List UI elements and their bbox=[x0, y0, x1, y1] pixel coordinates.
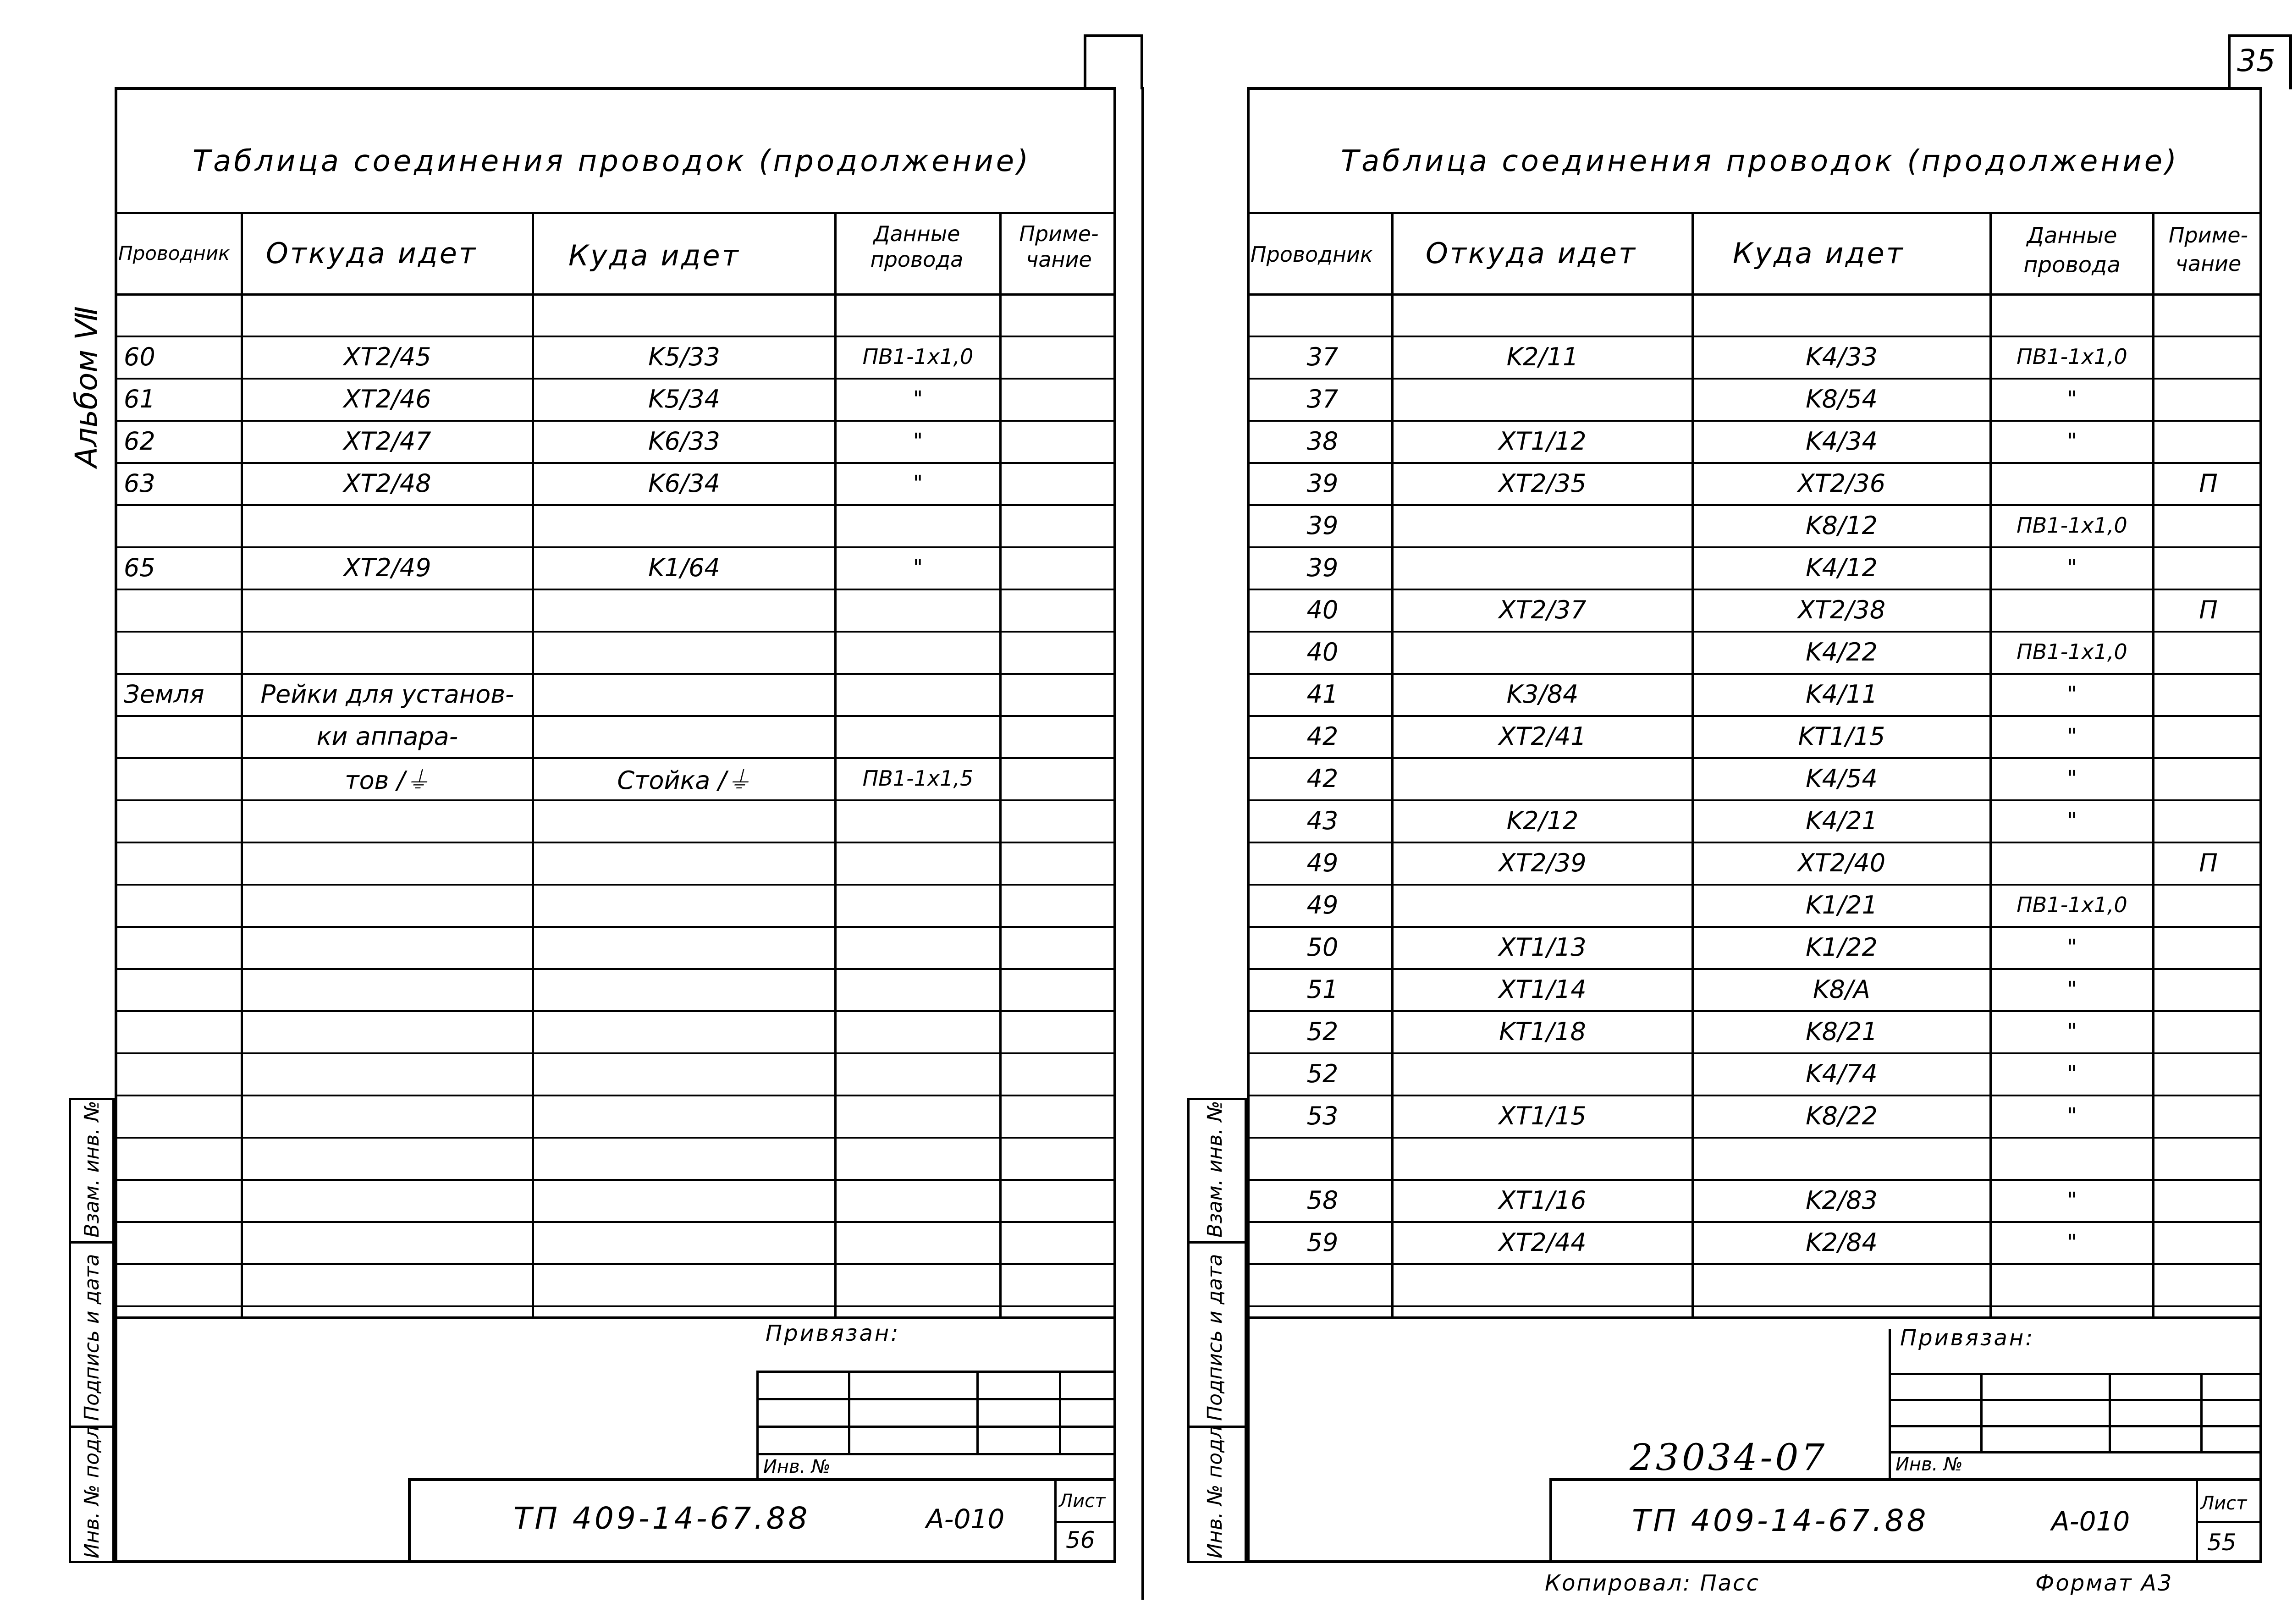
left-stamp-inv: Инв. № bbox=[763, 1456, 831, 1477]
cell-from: XT1/14 bbox=[1499, 974, 1587, 1004]
left-album-code: А-010 bbox=[926, 1503, 1005, 1535]
cell-n bbox=[124, 715, 238, 757]
table-row bbox=[115, 1095, 1116, 1137]
table-row bbox=[1247, 546, 2262, 589]
table-row bbox=[1247, 673, 2262, 715]
right-rows bbox=[1247, 293, 2262, 1316]
cell-n: 52 bbox=[1306, 1059, 1339, 1088]
table-row bbox=[1247, 293, 2262, 336]
table-row bbox=[1247, 1263, 2262, 1305]
cell-note bbox=[1004, 504, 1114, 546]
cell-from: XT2/46 bbox=[343, 384, 431, 413]
cell-note bbox=[1004, 378, 1114, 420]
table-row bbox=[1247, 715, 2262, 757]
cell-n: Земля bbox=[124, 679, 204, 709]
cell-n bbox=[1256, 1137, 1389, 1179]
cell-to: K4/12 bbox=[1806, 553, 1878, 582]
cell-to bbox=[536, 673, 832, 715]
left-side-stamp bbox=[69, 1098, 115, 1563]
cell-to: K4/34 bbox=[1806, 426, 1878, 456]
cell-note bbox=[2157, 1137, 2260, 1179]
left-header-wire-data: Данные провода bbox=[870, 221, 964, 272]
cell-note bbox=[2157, 420, 2260, 462]
cell-from bbox=[245, 589, 529, 631]
cell-from bbox=[245, 631, 529, 673]
cell-data: " bbox=[2067, 935, 2077, 959]
right-side-replace-inv: Взам. инв. № bbox=[1203, 1101, 1227, 1238]
right-side-stamp bbox=[1187, 1098, 1247, 1563]
right-sheet-number: 55 bbox=[2207, 1529, 2237, 1556]
cell-from: ки аппара- bbox=[316, 721, 458, 751]
table-row bbox=[1247, 884, 2262, 926]
cell-from bbox=[245, 293, 529, 336]
right-stamp-inv: Инв. № bbox=[1895, 1454, 1963, 1475]
cell-n: 38 bbox=[1306, 426, 1339, 456]
cell-data: " bbox=[2067, 1019, 2077, 1044]
cell-n: 40 bbox=[1306, 637, 1339, 666]
table-row bbox=[115, 1052, 1116, 1095]
cell-n: 59 bbox=[1306, 1228, 1339, 1257]
table-row bbox=[115, 462, 1116, 504]
cell-to: K5/34 bbox=[648, 384, 720, 413]
cell-data bbox=[839, 504, 997, 546]
cell-to: K4/33 bbox=[1806, 342, 1878, 371]
cell-from: XT1/13 bbox=[1499, 932, 1587, 962]
cell-note bbox=[1004, 589, 1114, 631]
cell-data: " bbox=[2067, 977, 2077, 1002]
cell-note bbox=[2157, 968, 2260, 1010]
cell-to: K6/34 bbox=[648, 468, 720, 498]
cell-data: " bbox=[913, 429, 923, 453]
cell-data: " bbox=[2067, 682, 2077, 706]
right-page-number: 35 bbox=[2237, 43, 2275, 78]
cell-n: 49 bbox=[1306, 890, 1339, 919]
left-title: Таблица соединения проводок (продолжение) bbox=[193, 144, 1031, 178]
cell-from: KT1/18 bbox=[1499, 1017, 1586, 1046]
cell-from: XT2/47 bbox=[343, 426, 431, 456]
cell-note bbox=[2157, 1052, 2260, 1095]
right-footer-copied: Копировал: Пасс bbox=[1545, 1570, 1760, 1596]
cell-note bbox=[2157, 926, 2260, 968]
cell-data: ПВ1-1x1,0 bbox=[2017, 639, 2127, 664]
right-header-conductor: Проводник bbox=[1251, 242, 1373, 267]
cell-n bbox=[124, 631, 238, 673]
cell-from: K2/11 bbox=[1506, 342, 1579, 371]
cell-to: K6/33 bbox=[648, 426, 720, 456]
cell-note bbox=[2157, 884, 2260, 926]
table-row bbox=[1247, 589, 2262, 631]
cell-note bbox=[1004, 757, 1114, 799]
cell-note bbox=[2157, 799, 2260, 842]
cell-from: K3/84 bbox=[1506, 679, 1579, 709]
cell-from bbox=[1396, 378, 1689, 420]
cell-from: тов /⏚ bbox=[345, 765, 430, 795]
cell-n: 42 bbox=[1306, 721, 1339, 751]
cell-to bbox=[536, 715, 832, 757]
table-row bbox=[1247, 926, 2262, 968]
cell-note bbox=[1004, 462, 1114, 504]
cell-note bbox=[2157, 715, 2260, 757]
cell-n: 37 bbox=[1306, 342, 1339, 371]
cell-from: XT2/49 bbox=[343, 553, 431, 582]
cell-n: 42 bbox=[1306, 764, 1339, 793]
cell-data: " bbox=[2067, 555, 2077, 580]
cell-n: 37 bbox=[1306, 384, 1339, 413]
cell-data: " bbox=[2067, 808, 2077, 833]
cell-to: K8/22 bbox=[1806, 1101, 1878, 1130]
left-sheet-number: 56 bbox=[1066, 1527, 1095, 1553]
table-row bbox=[1247, 631, 2262, 673]
left-side-replace-inv: Взам. инв. № bbox=[80, 1101, 104, 1238]
cell-from: XT2/45 bbox=[343, 342, 431, 371]
cell-data bbox=[839, 631, 997, 673]
right-side-signature: Подпись и дата bbox=[1203, 1254, 1227, 1421]
cell-n: 63 bbox=[124, 468, 155, 498]
cell-data: " bbox=[2067, 1188, 2077, 1212]
cell-to: XT2/38 bbox=[1797, 595, 1886, 624]
left-header-conductor: Проводник bbox=[118, 242, 230, 264]
cell-n: 52 bbox=[1306, 1017, 1339, 1046]
cell-to: KT1/15 bbox=[1798, 721, 1885, 751]
table-row bbox=[115, 884, 1116, 926]
cell-n: 58 bbox=[1306, 1185, 1339, 1215]
cell-data: " bbox=[2067, 1061, 2077, 1086]
cell-from bbox=[1396, 504, 1689, 546]
right-table bbox=[1247, 212, 2262, 1316]
table-row bbox=[115, 1010, 1116, 1052]
left-side-signature: Подпись и дата bbox=[80, 1254, 104, 1421]
cell-n: 40 bbox=[1306, 595, 1339, 624]
cell-from bbox=[1396, 884, 1689, 926]
table-row bbox=[115, 336, 1116, 378]
cell-to: K2/83 bbox=[1806, 1185, 1878, 1215]
table-row bbox=[115, 926, 1116, 968]
cell-to: K4/74 bbox=[1806, 1059, 1878, 1088]
right-side-inv-orig: Инв. № подл bbox=[1203, 1426, 1227, 1558]
cell-to: K4/11 bbox=[1806, 679, 1878, 709]
cell-n: 39 bbox=[1306, 468, 1339, 498]
cell-to bbox=[536, 589, 832, 631]
table-row bbox=[115, 715, 1116, 757]
cell-from: Рейки для установ- bbox=[260, 679, 514, 709]
cell-n: 51 bbox=[1306, 974, 1339, 1004]
cell-to: XT2/40 bbox=[1797, 848, 1886, 877]
cell-data: ПВ1-1x1,0 bbox=[2017, 513, 2127, 538]
cell-to bbox=[1696, 1137, 1987, 1179]
cell-data: ПВ1-1x1,5 bbox=[862, 766, 974, 791]
cell-note bbox=[2157, 378, 2260, 420]
cell-to bbox=[536, 631, 832, 673]
cell-data: " bbox=[913, 555, 923, 580]
table-row bbox=[115, 546, 1116, 589]
cell-data: " bbox=[913, 386, 923, 411]
cell-from bbox=[1396, 631, 1689, 673]
left-doc-code: ТП 409-14-67.88 bbox=[513, 1501, 810, 1536]
cell-from: XT2/39 bbox=[1499, 848, 1587, 877]
center-divider bbox=[1141, 87, 1144, 1600]
right-header-to: Куда идет bbox=[1733, 237, 1905, 270]
table-row bbox=[1247, 1221, 2262, 1263]
right-title: Таблица соединения проводок (продолжение) bbox=[1341, 144, 2180, 178]
cell-note: П bbox=[2199, 848, 2218, 877]
table-row bbox=[115, 589, 1116, 631]
cell-n bbox=[1256, 293, 1389, 336]
cell-to: K8/21 bbox=[1806, 1017, 1878, 1046]
table-row bbox=[115, 293, 1116, 336]
cell-n: 60 bbox=[124, 342, 155, 371]
right-sheet-label: Лист bbox=[2200, 1493, 2247, 1514]
cell-n: 50 bbox=[1306, 932, 1339, 962]
cell-to: K5/33 bbox=[648, 342, 720, 371]
table-row bbox=[1247, 842, 2262, 884]
table-row bbox=[115, 420, 1116, 462]
cell-to: K8/54 bbox=[1806, 384, 1878, 413]
cell-n: 39 bbox=[1306, 511, 1339, 540]
table-row bbox=[1247, 1179, 2262, 1221]
cell-note bbox=[1004, 631, 1114, 673]
cell-data bbox=[839, 293, 997, 336]
cell-data: " bbox=[2067, 766, 2077, 791]
cell-data: " bbox=[913, 471, 923, 495]
cell-note bbox=[1004, 420, 1114, 462]
cell-data: ПВ1-1x1,0 bbox=[862, 344, 974, 369]
cell-to: XT2/36 bbox=[1797, 468, 1886, 498]
cell-data: " bbox=[2067, 1103, 2077, 1128]
cell-to: K1/21 bbox=[1806, 890, 1878, 919]
table-row bbox=[115, 1179, 1116, 1221]
cell-to: K4/21 bbox=[1806, 806, 1878, 835]
cell-from bbox=[1396, 757, 1689, 799]
cell-n: 65 bbox=[124, 553, 155, 582]
cell-data: " bbox=[2067, 386, 2077, 411]
cell-data bbox=[1994, 1137, 2150, 1179]
cell-data bbox=[839, 589, 997, 631]
cell-data: " bbox=[2067, 1230, 2077, 1255]
table-row bbox=[115, 799, 1116, 842]
table-row bbox=[1247, 462, 2262, 504]
cell-n bbox=[124, 504, 238, 546]
table-row bbox=[1247, 1137, 2262, 1179]
table-row bbox=[1247, 1095, 2262, 1137]
cell-note bbox=[2157, 1221, 2260, 1263]
cell-from bbox=[1396, 1052, 1689, 1095]
cell-note bbox=[2157, 1095, 2260, 1137]
right-stamp-bound: Привязан: bbox=[1900, 1325, 2035, 1351]
cell-n: 53 bbox=[1306, 1101, 1339, 1130]
cell-to bbox=[1696, 293, 1987, 336]
left-stamp-bound: Привязан: bbox=[766, 1321, 900, 1346]
cell-note bbox=[2157, 631, 2260, 673]
table-row bbox=[1247, 968, 2262, 1010]
left-top-tab bbox=[1084, 34, 1143, 89]
cell-note bbox=[1004, 673, 1114, 715]
right-header-note: Приме- чание bbox=[2168, 223, 2248, 276]
table-row bbox=[1247, 336, 2262, 378]
table-row bbox=[115, 1221, 1116, 1263]
table-row bbox=[115, 631, 1116, 673]
table-row bbox=[1247, 1052, 2262, 1095]
cell-data: ПВ1-1x1,0 bbox=[2017, 892, 2127, 917]
left-header-from: Откуда идет bbox=[266, 237, 478, 270]
cell-from: XT2/48 bbox=[343, 468, 431, 498]
table-row bbox=[115, 968, 1116, 1010]
cell-note bbox=[2157, 504, 2260, 546]
cell-note bbox=[2157, 293, 2260, 336]
cell-from bbox=[1396, 546, 1689, 589]
cell-data: " bbox=[2067, 429, 2077, 453]
left-side-inv-orig: Инв. № подл bbox=[80, 1426, 104, 1558]
right-header-wire-data: Данные провода bbox=[2023, 223, 2121, 278]
cell-note bbox=[2157, 757, 2260, 799]
table-row bbox=[115, 842, 1116, 884]
left-rows bbox=[115, 293, 1116, 1316]
cell-to: K8/12 bbox=[1806, 511, 1878, 540]
cell-to: Стойка /⏚ bbox=[617, 765, 751, 795]
cell-note bbox=[2157, 1179, 2260, 1221]
cell-to: K8/A bbox=[1813, 974, 1870, 1004]
cell-to bbox=[536, 504, 832, 546]
cell-note bbox=[1004, 336, 1114, 378]
cell-note bbox=[1004, 546, 1114, 589]
table-row bbox=[1247, 378, 2262, 420]
cell-n: 61 bbox=[124, 384, 155, 413]
right-footer-format: Формат А3 bbox=[2035, 1570, 2173, 1596]
cell-data: ПВ1-1x1,0 bbox=[2017, 344, 2127, 369]
left-table bbox=[115, 212, 1116, 1316]
right-handwritten-number: 23034-07 bbox=[1630, 1436, 1828, 1479]
left-header-note: Приме- чание bbox=[1019, 221, 1099, 272]
cell-from bbox=[245, 504, 529, 546]
table-row bbox=[115, 757, 1116, 799]
cell-to: K1/64 bbox=[648, 553, 720, 582]
cell-note bbox=[2157, 336, 2260, 378]
cell-from: XT2/44 bbox=[1499, 1228, 1587, 1257]
cell-to: K4/22 bbox=[1806, 637, 1878, 666]
cell-n: 49 bbox=[1306, 848, 1339, 877]
cell-from: XT1/15 bbox=[1499, 1101, 1587, 1130]
cell-note: П bbox=[2199, 468, 2218, 498]
cell-data: " bbox=[2067, 724, 2077, 749]
cell-data bbox=[1994, 462, 2150, 504]
cell-n bbox=[124, 293, 238, 336]
cell-from: XT2/35 bbox=[1499, 468, 1587, 498]
cell-data bbox=[839, 715, 997, 757]
cell-from: XT1/12 bbox=[1499, 426, 1587, 456]
cell-note bbox=[2157, 546, 2260, 589]
cell-from bbox=[1396, 1137, 1689, 1179]
table-row bbox=[1247, 420, 2262, 462]
table-row bbox=[115, 504, 1116, 546]
right-doc-code: ТП 409-14-67.88 bbox=[1632, 1503, 1929, 1538]
cell-data bbox=[839, 673, 997, 715]
cell-note bbox=[1004, 293, 1114, 336]
cell-data bbox=[1994, 842, 2150, 884]
cell-n: 62 bbox=[124, 426, 155, 456]
cell-from: XT1/16 bbox=[1499, 1185, 1587, 1215]
album-label: Альбом Ⅶ bbox=[69, 306, 104, 468]
cell-to bbox=[536, 293, 832, 336]
cell-to: K4/54 bbox=[1806, 764, 1878, 793]
left-header-to: Куда идет bbox=[568, 239, 740, 272]
cell-from: K2/12 bbox=[1506, 806, 1579, 835]
table-row bbox=[115, 378, 1116, 420]
cell-data bbox=[1994, 589, 2150, 631]
cell-from bbox=[1396, 293, 1689, 336]
table-row bbox=[115, 1137, 1116, 1179]
left-sheet-label: Лист bbox=[1059, 1491, 1106, 1512]
cell-to: K1/22 bbox=[1806, 932, 1878, 962]
cell-n bbox=[124, 757, 238, 799]
cell-from: XT2/41 bbox=[1499, 721, 1587, 751]
cell-to: K2/84 bbox=[1806, 1228, 1878, 1257]
cell-note bbox=[1004, 715, 1114, 757]
table-row bbox=[115, 1263, 1116, 1305]
cell-n: 43 bbox=[1306, 806, 1339, 835]
cell-n: 41 bbox=[1306, 679, 1339, 709]
table-row bbox=[1247, 504, 2262, 546]
cell-note bbox=[2157, 1010, 2260, 1052]
cell-note: П bbox=[2199, 595, 2218, 624]
cell-data bbox=[1994, 293, 2150, 336]
right-album-code: А-010 bbox=[2051, 1506, 2130, 1537]
table-row bbox=[115, 673, 1116, 715]
table-row bbox=[1247, 799, 2262, 842]
table-row bbox=[1247, 1010, 2262, 1052]
right-header-from: Откуда идет bbox=[1426, 237, 1637, 270]
table-row bbox=[1247, 757, 2262, 799]
cell-n bbox=[124, 589, 238, 631]
cell-n: 39 bbox=[1306, 553, 1339, 582]
cell-note bbox=[2157, 673, 2260, 715]
cell-from: XT2/37 bbox=[1499, 595, 1587, 624]
